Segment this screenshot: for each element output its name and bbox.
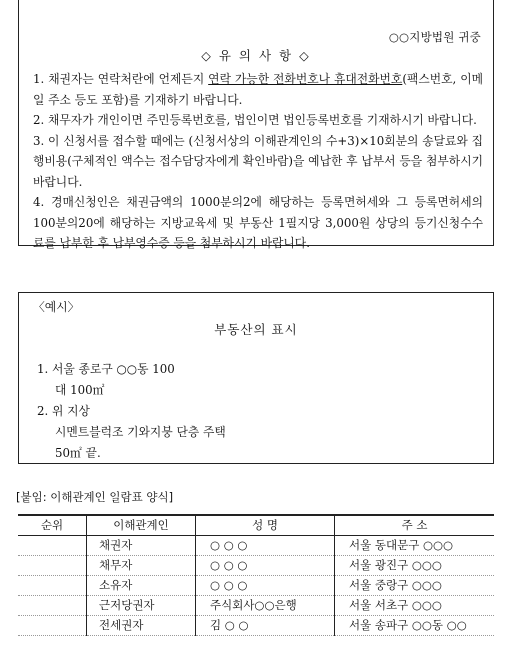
cell-party: 근저당권자 [87,596,196,616]
cell-rank [18,616,87,636]
col-header-party: 이해관계인 [87,515,196,536]
example-line: 2. 위 지상 [37,404,90,418]
notice-item-1: 1. 채권자는 연락처란에 언제든지 연락 가능한 전화번호나 휴대전화번호(팩스번호, 이메일 주소 등도 포함)를 기재하기 바랍니다. [33,72,483,107]
cell-rank [18,556,87,576]
cell-address: 서울 광진구 ○○○ [335,556,495,576]
cell-name: ○ ○ ○ [196,576,335,596]
table-header-row [18,515,494,536]
notice-list [33,69,483,254]
cell-name: 김 ○ ○ [196,616,335,636]
table-row [18,596,494,616]
example-box [18,292,494,464]
interested-parties-table [18,514,494,636]
cell-rank [18,576,87,596]
notice-title: ◇ 유 의 사 항 ◇ [201,48,311,63]
col-header-address: 주 소 [335,515,495,536]
example-line: 시멘트블럭조 기와지붕 단층 주택 [55,425,226,439]
example-line: 1. 서울 종로구 ○○동 100 [37,362,175,376]
cell-name: 주식회사○○은행 [196,596,335,616]
cell-rank [18,596,87,616]
cell-party: 채무자 [87,556,196,576]
interested-parties-table-wrap [18,514,494,636]
cell-address: 서울 동대문구 ○○○ [335,536,495,556]
cell-address: 서울 서초구 ○○○ [335,596,495,616]
col-header-name: 성 명 [196,515,335,536]
table-row [18,616,494,636]
example-label: 〈예시〉 [33,300,80,314]
cell-party: 채권자 [87,536,196,556]
table-row [18,556,494,576]
notice-item-3: 3. 이 신청서를 접수할 때에는 (신청서상의 이해관계인의 수+3)×10회분의 송달료와 집행비용(구체적인 액수는 접수담당자에게 확인바람)을 예납한 후 납부서 등을 첨부하시기 바랍니다. [33,133,483,189]
example-line: 대 100㎡ [55,383,105,397]
example-title: 부동산의 표시 [214,322,298,337]
example-line: 50㎡ 끝. [55,446,101,460]
attachment-title: [붙임: 이해관계인 일람표 양식] [16,490,174,504]
table-row [18,536,494,556]
cell-name: ○ ○ ○ [196,556,335,576]
notice-item-4: 4. 경매신청인은 채권금액의 1000분의2에 해당하는 등록면허세와 그 등록면허세의 100분의20에 해당하는 지방교육세 및 부동산 1필지당 3,000원 상당의 등기신청수수료를 납부한 후 납부영수증 등을 첨부하시기 바랍니다. [33,195,483,250]
cell-rank [18,536,87,556]
cell-address: 서울 중랑구 ○○○ [335,576,495,596]
court-label: ○○지방법원 귀중 [388,30,481,44]
cell-party: 소유자 [87,576,196,596]
cell-address: 서울 송파구 ○○동 ○○ [335,616,495,636]
cell-name: ○ ○ ○ [196,536,335,556]
col-header-rank: 순위 [18,515,87,536]
notice-item-2: 2. 채무자가 개인이면 주민등록번호를, 법인이면 법인등록번호를 기재하시기 바랍니다. [33,113,477,127]
notice-box [18,0,494,250]
table-row [18,576,494,596]
cell-party: 전세권자 [87,616,196,636]
